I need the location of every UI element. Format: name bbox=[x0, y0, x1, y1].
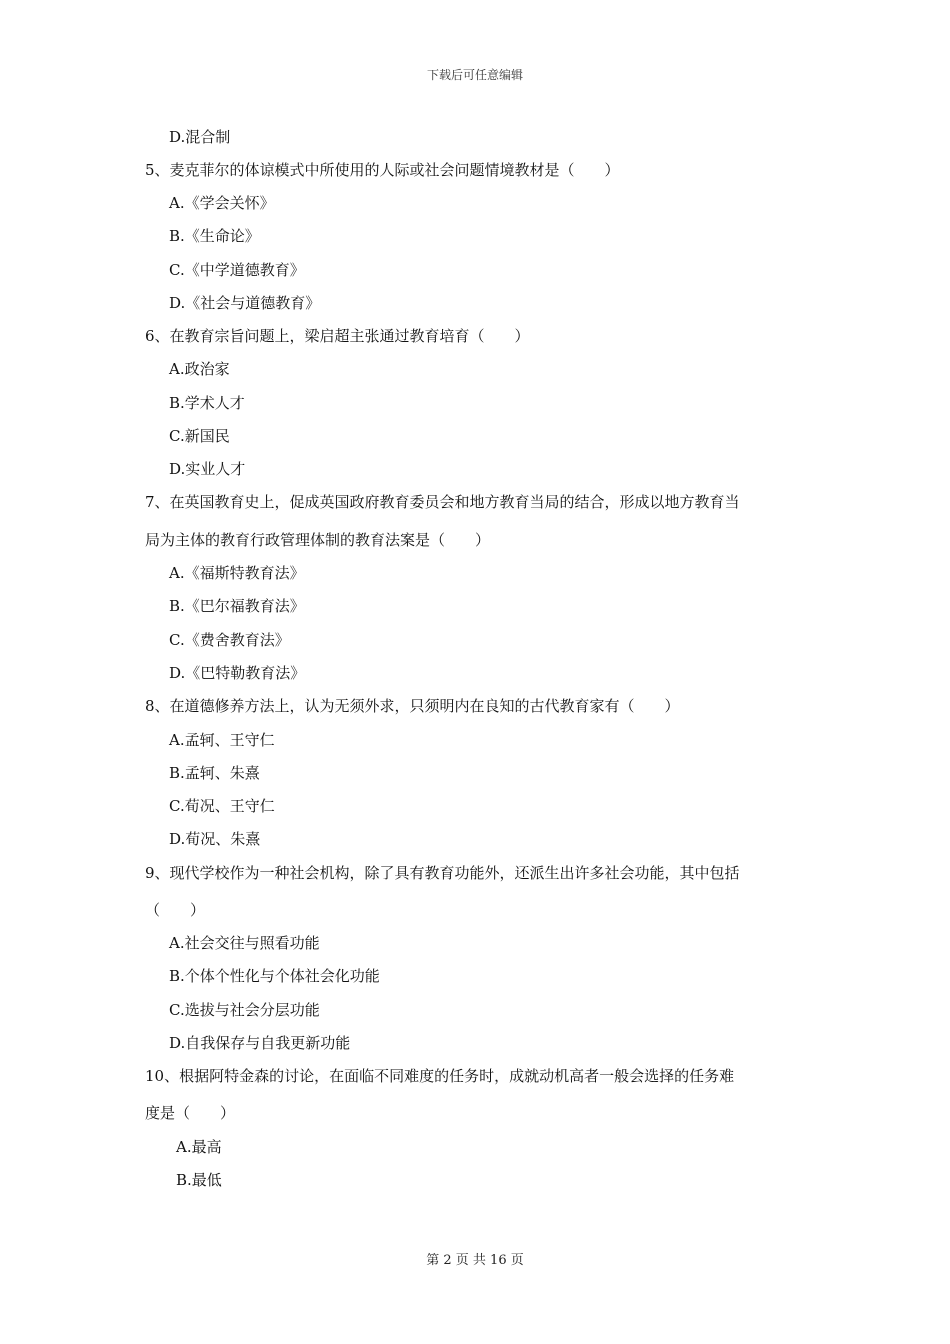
option-text: B.个体个性化与个体社会化功能 bbox=[169, 967, 380, 985]
option-text: A.《学会关怀》 bbox=[169, 194, 275, 212]
question-6: 6、在教育宗旨问题上，梁启超主张通过教育培育（ ） bbox=[145, 327, 530, 345]
option-text: B.学术人才 bbox=[169, 394, 245, 412]
question-9-continued: （ ） bbox=[145, 901, 206, 919]
option-text: B.最低 bbox=[176, 1171, 222, 1189]
option-text: A.政治家 bbox=[169, 360, 230, 378]
question-8: 8、在道德修养方法上，认为无须外求，只须明内在良知的古代教育家有（ ） bbox=[145, 697, 680, 715]
question-5: 5、麦克菲尔的体谅模式中所使用的人际或社会问题情境教材是（ ） bbox=[145, 161, 620, 179]
question-7-continued: 局为主体的教育行政管理体制的教育法案是（ ） bbox=[145, 531, 491, 549]
option-text: C.选拔与社会分层功能 bbox=[169, 1001, 320, 1019]
question-9: 9、现代学校作为一种社会机构，除了具有教育功能外，还派生出许多社会功能，其中包括 bbox=[145, 864, 740, 882]
option-text: D.荀况、朱熹 bbox=[169, 830, 261, 848]
option-text: D.《社会与道德教育》 bbox=[169, 294, 321, 312]
option-text: D.实业人才 bbox=[169, 460, 246, 478]
option-text: A.最高 bbox=[176, 1138, 222, 1156]
question-10-continued: 度是（ ） bbox=[145, 1104, 236, 1122]
option-text: A.《福斯特教育法》 bbox=[169, 564, 305, 582]
page-footer: 第 2 页 共 16 页 bbox=[426, 1253, 524, 1268]
option-text: C.新国民 bbox=[169, 427, 230, 445]
page-header: 下载后可任意编辑 bbox=[426, 68, 523, 82]
option-text: C.《费舍教育法》 bbox=[169, 631, 290, 649]
option-text: A.孟轲、王守仁 bbox=[169, 731, 275, 749]
option-text: B.孟轲、朱熹 bbox=[169, 764, 260, 782]
question-7: 7、在英国教育史上，促成英国政府教育委员会和地方教育当局的结合，形成以地方教育当 bbox=[145, 493, 740, 511]
option-text: D.混合制 bbox=[169, 128, 231, 146]
question-10: 10、根据阿特金森的讨论，在面临不同难度的任务时，成就动机高者一般会选择的任务难 bbox=[145, 1067, 735, 1085]
option-text: D.自我保存与自我更新功能 bbox=[169, 1034, 351, 1052]
option-text: B.《巴尔福教育法》 bbox=[169, 597, 305, 615]
option-text: B.《生命论》 bbox=[169, 227, 260, 245]
option-text: C.荀况、王守仁 bbox=[169, 797, 275, 815]
option-text: C.《中学道德教育》 bbox=[169, 261, 305, 279]
option-text: A.社会交往与照看功能 bbox=[169, 934, 320, 952]
option-text: D.《巴特勒教育法》 bbox=[169, 664, 306, 682]
